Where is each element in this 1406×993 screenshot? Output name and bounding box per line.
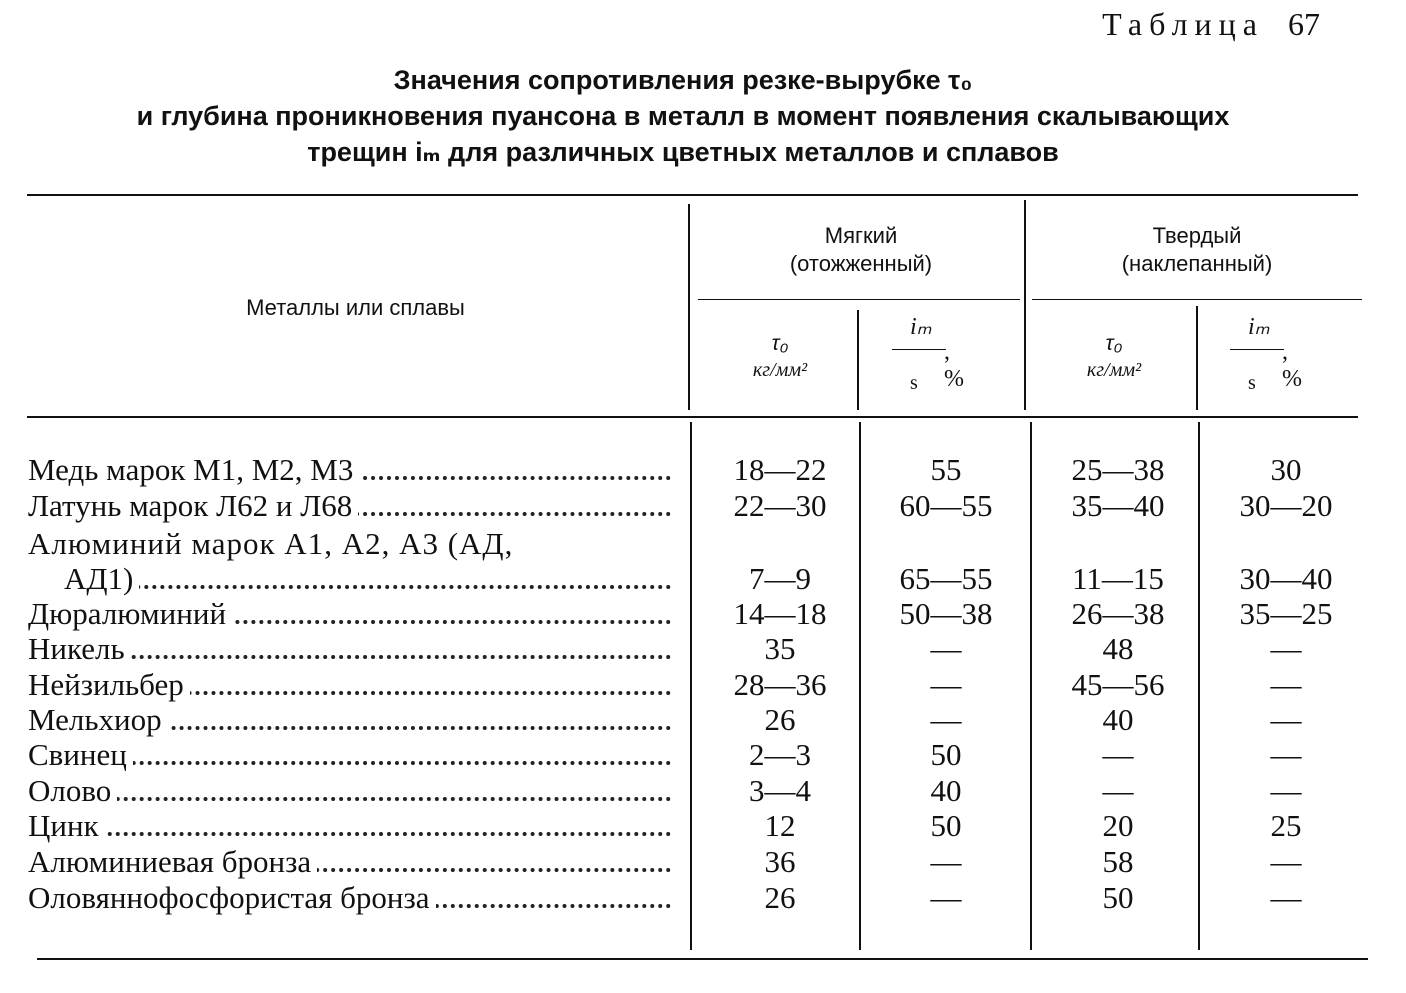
cell-soft-tau: 28—36 xyxy=(733,667,827,702)
header-soft-line2: (отожженный) xyxy=(789,251,933,276)
cell-hard-im: 35—25 xyxy=(1239,596,1333,631)
caption-number: 67 xyxy=(1288,6,1320,42)
cell-soft-tau: 2—3 xyxy=(749,737,811,772)
header-hard-im-den: s xyxy=(1248,372,1256,394)
row-name-text: Латунь марок Л62 и Л68 xyxy=(28,488,358,523)
title-line-1: Значения сопротивления резке-вырубке τ₀ xyxy=(393,65,973,95)
table-bottom-rule xyxy=(37,958,1368,960)
header-divider-4 xyxy=(1196,306,1198,410)
table-caption xyxy=(1102,6,1320,43)
table-row xyxy=(0,596,1406,632)
cell-soft-im: — xyxy=(930,880,962,915)
caption-label: Таблица xyxy=(1102,6,1264,42)
header-hard-im-num: iₘ xyxy=(1248,314,1270,340)
cell-soft-im: 50—38 xyxy=(899,596,993,631)
table-row xyxy=(0,737,1406,773)
table-row xyxy=(0,526,1406,562)
header-soft-tau xyxy=(700,330,860,382)
header-hard-tau-symbol: τ₀ xyxy=(1105,332,1123,355)
cell-soft-im: — xyxy=(930,844,962,879)
cell-hard-tau: 20 xyxy=(1102,808,1134,843)
cell-hard-tau: 35—40 xyxy=(1071,488,1165,523)
row-name xyxy=(28,667,671,703)
table-row xyxy=(0,561,1406,597)
cell-soft-tau: 26 xyxy=(764,702,796,737)
row-name xyxy=(28,596,671,632)
header-hard-tau xyxy=(1034,330,1194,382)
table-row xyxy=(0,631,1406,667)
header-soft-tau-symbol: τ₀ xyxy=(771,332,789,355)
row-name-text: Никель xyxy=(28,631,131,666)
header-bottom-rule xyxy=(27,416,1358,418)
row-name-text: Цинк xyxy=(28,808,105,843)
row-name-text: Мельхиор xyxy=(28,702,168,737)
row-name-text: Алюминий марок А1, А2, А3 (АД, xyxy=(28,526,519,561)
table-row xyxy=(0,808,1406,844)
hard-group-rule xyxy=(1032,299,1362,300)
leader-dots xyxy=(28,832,671,836)
table-row xyxy=(0,488,1406,524)
cell-hard-im: 30—20 xyxy=(1239,488,1333,523)
row-name xyxy=(64,561,671,597)
cell-soft-im: 50 xyxy=(930,737,962,772)
table-top-rule xyxy=(27,194,1358,196)
cell-soft-im: — xyxy=(930,667,962,702)
cell-hard-im: — xyxy=(1270,702,1302,737)
cell-hard-tau: 50 xyxy=(1102,880,1134,915)
header-divider-1 xyxy=(688,204,690,410)
cell-hard-im: 30—40 xyxy=(1239,561,1333,596)
header-hard-line1: Твердый xyxy=(1152,223,1242,248)
header-soft-line1: Мягкий xyxy=(824,223,898,248)
cell-hard-im: — xyxy=(1270,737,1302,772)
header-metals: Металлы или сплавы xyxy=(246,295,465,320)
row-name-text: АД1) xyxy=(64,561,139,596)
header-hard-line2: (наклепанный) xyxy=(1121,251,1273,276)
cell-hard-tau: 48 xyxy=(1102,631,1134,666)
cell-soft-tau: 22—30 xyxy=(733,488,827,523)
cell-hard-im: — xyxy=(1270,667,1302,702)
cell-hard-im: — xyxy=(1270,631,1302,666)
cell-hard-tau: — xyxy=(1102,773,1134,808)
cell-hard-tau: 11—15 xyxy=(1072,561,1164,596)
cell-soft-im: 55 xyxy=(930,452,962,487)
header-soft-im-bar xyxy=(892,349,946,350)
cell-hard-im: — xyxy=(1270,880,1302,915)
table-row xyxy=(0,452,1406,488)
title-line-2: и глубина проникновения пуансона в металл в момент появления скалывающих xyxy=(136,101,1230,131)
cell-hard-tau: 58 xyxy=(1102,844,1134,879)
cell-soft-tau: 7—9 xyxy=(749,561,811,596)
header-soft-im-num: iₘ xyxy=(910,314,932,340)
row-name-text: Свинец xyxy=(28,737,133,772)
header-hard-im-pct: , % xyxy=(1282,339,1302,392)
cell-soft-im: 65—55 xyxy=(899,561,993,596)
cell-soft-im: 60—55 xyxy=(899,488,993,523)
cell-hard-tau: 45—56 xyxy=(1071,667,1165,702)
header-divider-2 xyxy=(1024,200,1026,410)
cell-soft-im: — xyxy=(930,631,962,666)
row-name-text: Нейзильбер xyxy=(28,667,190,702)
cell-soft-tau: 26 xyxy=(764,880,796,915)
row-name-text: Дюралюминий xyxy=(28,596,232,631)
cell-soft-tau: 18—22 xyxy=(733,452,827,487)
header-hard-tau-unit: кг/мм² xyxy=(1086,359,1142,381)
row-name xyxy=(28,526,671,562)
cell-soft-tau: 35 xyxy=(764,631,796,666)
row-name xyxy=(28,880,671,916)
title-line-3: трещин iₘ для различных цветных металлов и сплавов xyxy=(307,137,1059,167)
leader-dots xyxy=(28,797,671,801)
header-hard-im-bar xyxy=(1230,349,1284,350)
cell-soft-tau: 14—18 xyxy=(733,596,827,631)
cell-soft-im: — xyxy=(930,702,962,737)
table-row xyxy=(0,773,1406,809)
row-name-text: Медь марок М1, М2, М3 xyxy=(28,452,359,487)
cell-soft-im: 40 xyxy=(930,773,962,808)
row-name xyxy=(28,631,671,667)
cell-hard-tau: — xyxy=(1102,737,1134,772)
cell-hard-im: 30 xyxy=(1270,452,1302,487)
row-name xyxy=(28,452,671,488)
cell-soft-tau: 36 xyxy=(764,844,796,879)
table-row xyxy=(0,667,1406,703)
cell-hard-im: 25 xyxy=(1270,808,1302,843)
row-name xyxy=(28,844,671,880)
cell-hard-tau: 26—38 xyxy=(1071,596,1165,631)
row-name xyxy=(28,737,671,773)
cell-soft-tau: 3—4 xyxy=(749,773,811,808)
row-name-text: Алюминиевая бронза xyxy=(28,844,317,879)
header-hard xyxy=(1032,222,1362,278)
row-name-text: Оловяннофосфористая бронза xyxy=(28,880,436,915)
table-row xyxy=(0,880,1406,916)
row-name xyxy=(28,773,671,809)
header-soft xyxy=(700,222,1022,278)
row-name xyxy=(28,702,671,738)
header-soft-tau-unit: кг/мм² xyxy=(752,359,808,381)
leader-dots xyxy=(64,585,671,589)
cell-soft-im: 50 xyxy=(930,808,962,843)
cell-hard-im: — xyxy=(1270,773,1302,808)
table-row xyxy=(0,844,1406,880)
cell-hard-im: — xyxy=(1270,844,1302,879)
header-soft-im-den: s xyxy=(910,372,918,394)
row-name xyxy=(28,808,671,844)
soft-group-rule xyxy=(698,299,1020,300)
row-name-text: Олово xyxy=(28,773,117,808)
cell-hard-tau: 25—38 xyxy=(1071,452,1165,487)
row-name xyxy=(28,488,671,524)
table-title xyxy=(0,62,1366,170)
table-row xyxy=(0,702,1406,738)
cell-hard-tau: 40 xyxy=(1102,702,1134,737)
header-soft-im-pct: , % xyxy=(944,339,964,392)
cell-soft-tau: 12 xyxy=(764,808,796,843)
